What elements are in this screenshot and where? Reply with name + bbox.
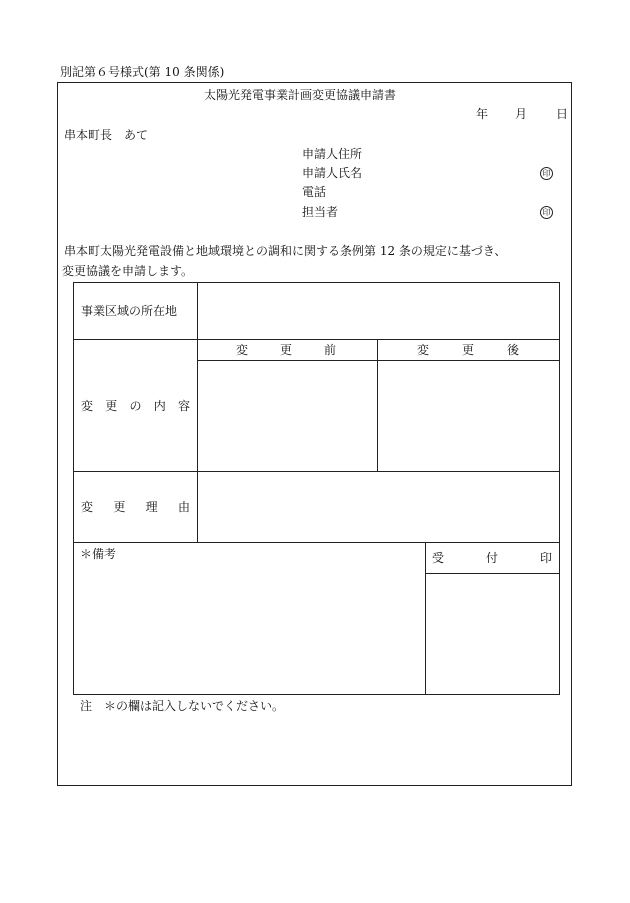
body-text-line-1: 串本町太陽光発電設備と地域環境との調和に関する条例第 12 条の規定に基づき、	[64, 244, 507, 258]
after-change-field[interactable]	[378, 361, 559, 471]
business-location-label: 事業区域の所在地	[81, 304, 178, 318]
applicant-name-label: 申請人氏名	[302, 166, 363, 180]
receipt-stamp-header: 受 付 印	[432, 551, 552, 565]
change-reason-label: 変 更 理 由	[81, 500, 190, 514]
receipt-stamp-area	[426, 574, 559, 694]
addressee: 串本町長 あて	[64, 128, 149, 142]
remarks-label: ＊備考	[80, 547, 117, 561]
form-title: 太陽光発電事業計画変更協議申請書	[204, 88, 397, 102]
after-change-header: 変 更 後	[417, 343, 519, 357]
date-day-label: 日	[556, 107, 569, 121]
contact-person-label: 担当者	[302, 205, 339, 219]
footnote: 注 ＊の欄は記入しないでください。	[80, 699, 285, 713]
table-row-divider	[73, 339, 560, 340]
business-location-field[interactable]	[198, 283, 559, 339]
change-reason-field[interactable]	[198, 472, 559, 542]
before-change-field[interactable]	[198, 361, 377, 471]
before-change-header: 変 更 前	[236, 343, 336, 357]
applicant-address-label: 申請人住所	[302, 147, 363, 161]
applicant-phone-label: 電話	[302, 185, 327, 199]
contact-seal-icon: 印	[540, 206, 553, 219]
table-row-divider	[73, 542, 560, 543]
form-reference: 別記第６号様式(第 10 条関係)	[60, 65, 225, 79]
date-year-label: 年	[476, 107, 489, 121]
body-text-line-2: 変更協議を申請します。	[62, 264, 194, 278]
change-content-label: 変 更 の 内 容	[81, 399, 190, 413]
date-month-label: 月	[515, 107, 528, 121]
applicant-seal-icon: 印	[540, 167, 553, 180]
